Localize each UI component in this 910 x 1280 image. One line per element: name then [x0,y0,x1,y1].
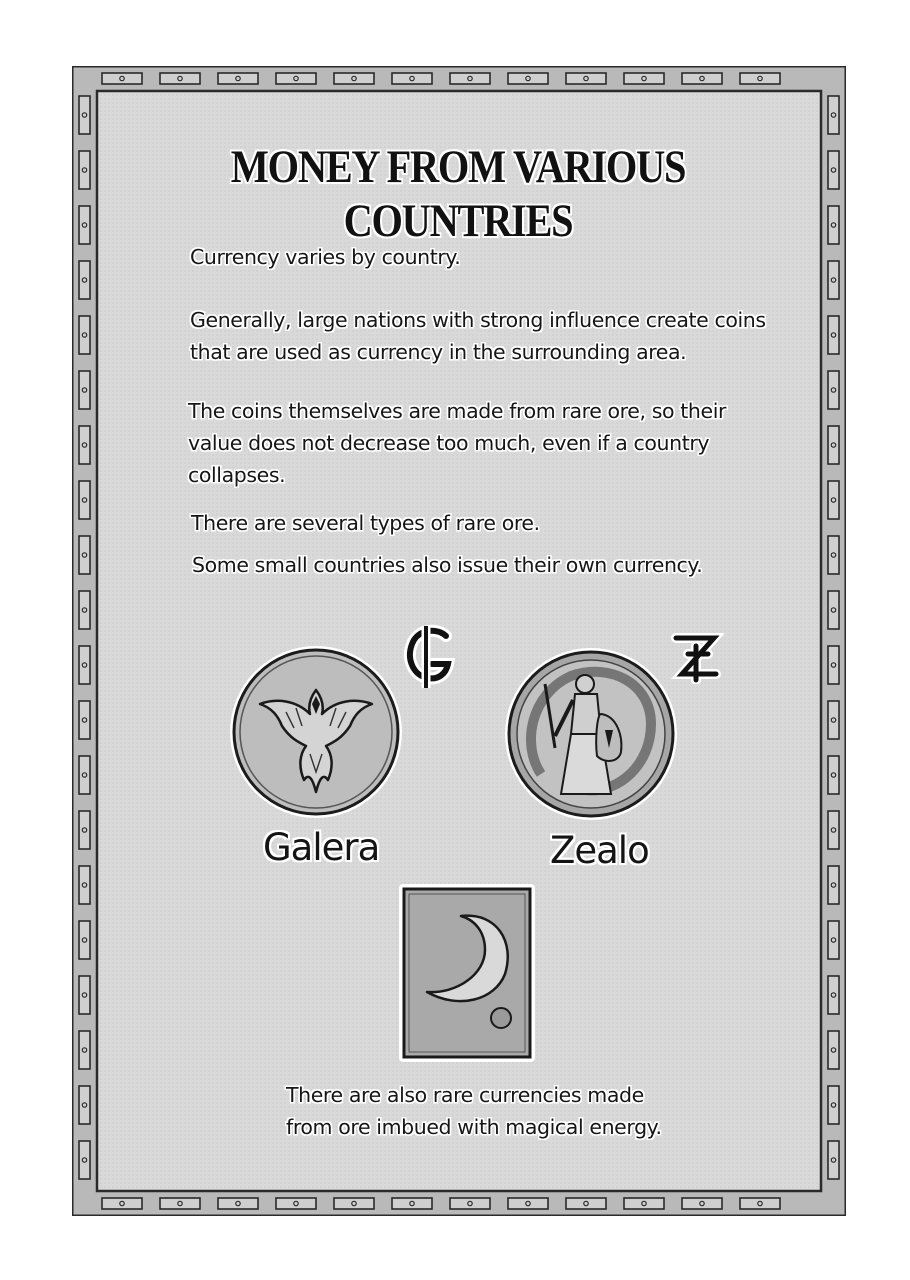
border-tile [102,1198,142,1209]
zealo-label: Zealo [550,829,649,872]
border-tile [160,73,200,84]
border-tile [79,426,90,464]
border-tile [79,921,90,959]
border-tile [276,1198,316,1209]
border-tile [450,1198,490,1209]
border-tile [828,316,839,354]
border-tile [79,206,90,244]
page-title: MONEY FROM VARIOUS COUNTRIES [230,141,686,247]
border-tile [828,811,839,849]
border-tile [828,481,839,519]
border-tile [828,976,839,1014]
zealo-currency-symbol [668,628,724,684]
border-tile [828,96,839,134]
border-tile [740,1198,780,1209]
border-tile [218,73,258,84]
border-tile [828,1031,839,1069]
border-tile [624,1198,664,1209]
border-tile [79,866,90,904]
border-tile [79,316,90,354]
border-tile [508,1198,548,1209]
border-tile [79,371,90,409]
border-tile [79,1086,90,1124]
paragraph-large-nations: Generally, large nations with strong influence create coins that are used as currency in the surrounding area. [190,308,766,364]
border-tile [740,73,780,84]
paragraph-small-countries: Some small countries also issue their own currency. [192,553,703,577]
border-tile [79,1031,90,1069]
galera-label: Galera [263,826,380,869]
border-tile [828,536,839,574]
border-tile [102,73,142,84]
border-tile [828,371,839,409]
border-tile [828,1141,839,1179]
border-tile [624,73,664,84]
border-tile [334,1198,374,1209]
border-tile [392,1198,432,1209]
zealo-coin [501,644,681,824]
paragraph-currency: Currency varies by country. [190,245,461,269]
border-tile [508,73,548,84]
border-tile [828,1086,839,1124]
border-tile [79,591,90,629]
border-tile [79,701,90,739]
border-tile [79,261,90,299]
border-tile [79,756,90,794]
border-tile [79,1141,90,1179]
border-tile [79,811,90,849]
border-tile [828,756,839,794]
paragraph-rare-ore-value: The coins themselves are made from rare ore, so their value does not decrease too much, even if a country collapses. [188,399,727,487]
border-tile [828,151,839,189]
border-tile [79,646,90,684]
border-tile [392,73,432,84]
border-tile [334,73,374,84]
border-tile [79,536,90,574]
border-tile [828,206,839,244]
border-tile [682,73,722,84]
border-tile [828,701,839,739]
border-tile [79,481,90,519]
border-tile [276,73,316,84]
paragraph-types-of-ore: There are several types of rare ore. [191,511,540,535]
border-tile [79,976,90,1014]
border-tile [218,1198,258,1209]
border-tile [79,151,90,189]
rare-currency-tablet [397,882,537,1064]
border-tile [828,591,839,629]
border-tile [828,921,839,959]
border-tile [828,866,839,904]
border-tile [682,1198,722,1209]
galera-currency-symbol [402,622,458,692]
border-tile [566,73,606,84]
border-tile [828,261,839,299]
border-tile [79,96,90,134]
border-tile [828,646,839,684]
border-tile [828,426,839,464]
border-tile [566,1198,606,1209]
border-tile [160,1198,200,1209]
rare-currency-caption: There are also rare currencies made from ore imbued with magical energy. [286,1083,662,1139]
border-tile [450,73,490,84]
galera-coin [226,642,406,822]
